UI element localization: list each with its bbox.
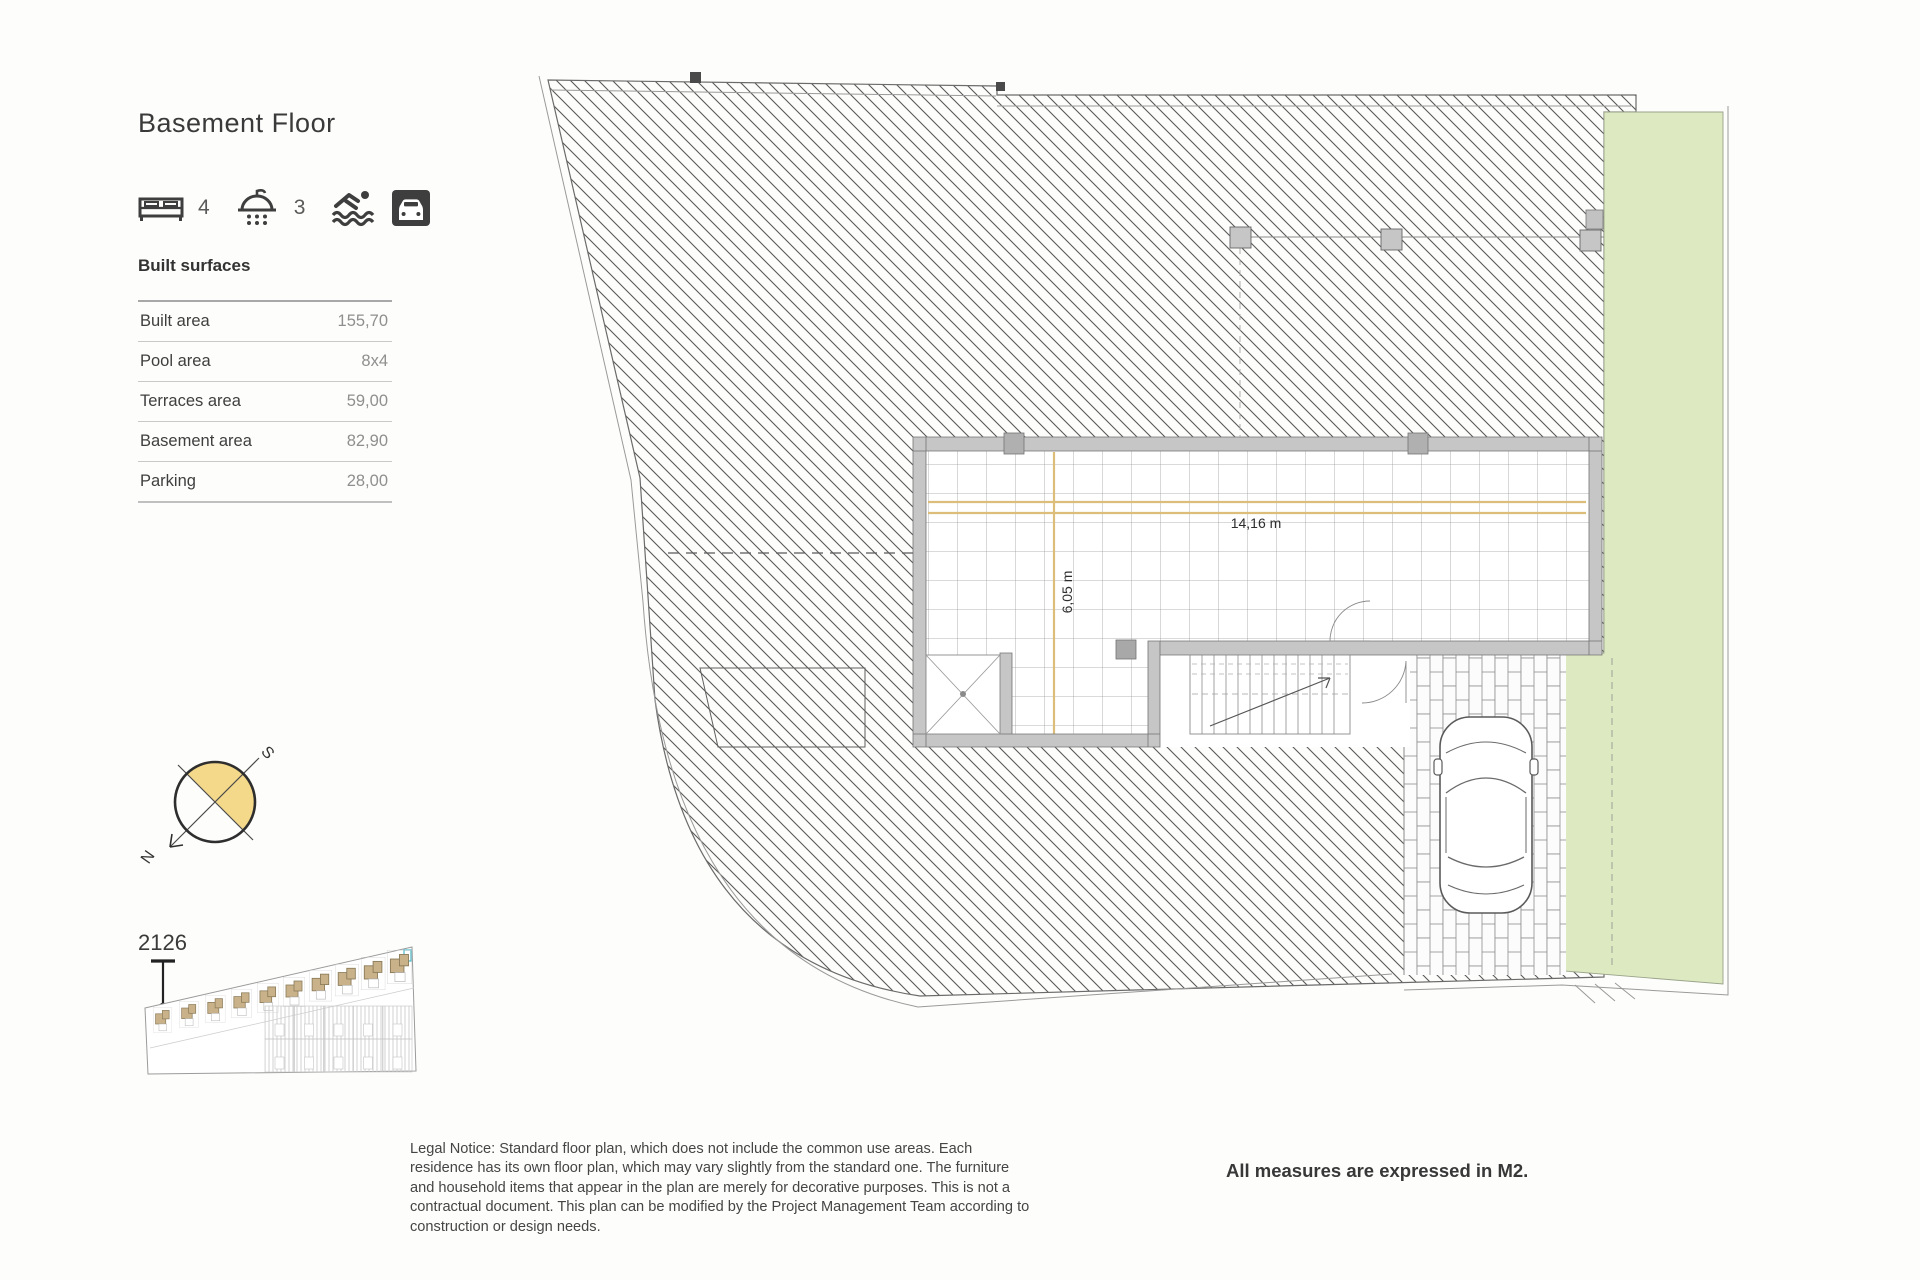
row-value: 82,90 bbox=[309, 422, 392, 462]
compass-south-label: S bbox=[257, 743, 278, 763]
elevator-shaft bbox=[926, 655, 1000, 734]
column bbox=[1116, 640, 1136, 659]
pergola-post bbox=[1381, 229, 1402, 250]
mini-site-plan bbox=[138, 930, 416, 1074]
wall-pier bbox=[1004, 433, 1024, 454]
staircase bbox=[1190, 655, 1350, 734]
row-value: 8x4 bbox=[309, 342, 392, 382]
bathrooms-count: 3 bbox=[293, 196, 306, 219]
dimension-width-label: 14,16 m bbox=[1230, 515, 1282, 531]
row-label: Built area bbox=[138, 301, 309, 342]
site-plots bbox=[265, 1006, 412, 1072]
ceiling-grid bbox=[926, 451, 1589, 641]
row-value: 59,00 bbox=[309, 382, 392, 422]
fence-pier bbox=[1586, 210, 1603, 229]
built-surfaces-heading: Built surfaces bbox=[138, 256, 251, 275]
dimension-depth-label: 6,05 m bbox=[1059, 570, 1075, 614]
boundary-marker bbox=[996, 82, 1005, 91]
compass-north-label: N bbox=[138, 847, 159, 868]
row-label: Parking bbox=[140, 472, 196, 490]
page-title: Basement Floor bbox=[138, 108, 336, 138]
unit-number-label: 2126 bbox=[138, 930, 187, 955]
row-label: Terraces area bbox=[138, 382, 309, 422]
row-value: 28,00 bbox=[346, 472, 388, 490]
row-label: Pool area bbox=[138, 342, 309, 382]
row-value: 155,70 bbox=[309, 301, 392, 342]
row-label: Basement area bbox=[138, 422, 309, 462]
car-icon bbox=[1434, 717, 1538, 913]
legal-notice: Legal Notice: Standard floor plan, which does not include the common use areas. Each residence has its own floor plan, which may vary slightly from the standard one. The furniture and household items that appear in the plan are merely for decorative purposes. This is not a contractual document. This plan can be modified by the Project Management Team according to construction or design needs. bbox=[410, 1141, 1030, 1235]
bedrooms-count: 4 bbox=[198, 196, 210, 219]
boundary-marker bbox=[690, 72, 701, 83]
wall-pier bbox=[1408, 433, 1428, 454]
compass-rose bbox=[138, 743, 277, 867]
measures-note: All measures are expressed in M2. bbox=[1226, 1160, 1529, 1181]
pergola-post bbox=[1230, 227, 1251, 248]
pergola-post bbox=[1580, 230, 1601, 251]
